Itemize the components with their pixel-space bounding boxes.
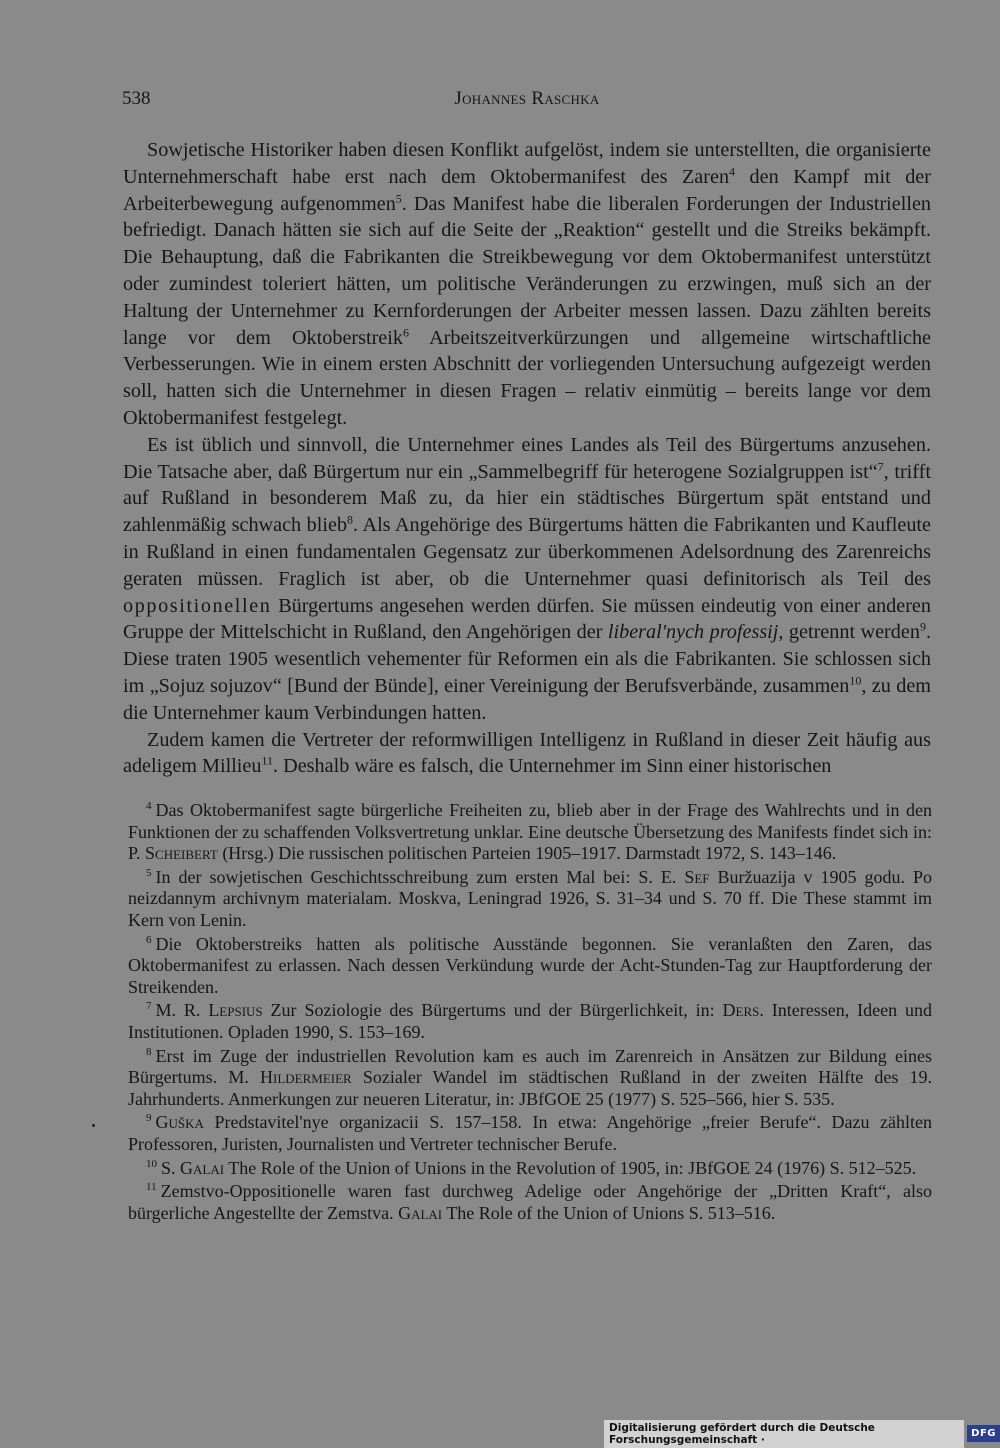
footnote-ref-5[interactable]: 5 [395,190,402,205]
dfg-logo: DFG [967,1425,1000,1442]
paragraph-2: Es ist üblich und sinnvoll, die Unternehmer eines Landes als Teil des Bürgertums anzusehen. Die Tatsache aber, daß Bürgertum nur ein „Sammelbegriff für heterogene Sozialgruppen ist“$^7$, trifft auf Rußland in besonderem Maß zu, da hier ein städtisches Bürgertum spät entstand und zahlenmäßig schwach blieb$^8$. Als Angehörige des Bürgertums hätten die Fabrikanten und Kaufleute in Rußland in einen fundamentalen Gegensatz zur überkommenen Adelsordnung des Zarenreichs geraten müssen. Fraglich ist aber, ob die Unternehmer quasi definitorisch als Teil des oppositionellen Bürgertums angesehen werden dürfen. Sie müssen eindeutig von einer anderen Gruppe der Mittelschicht in Rußland, den Angehörigen der liberal'nych professij, getrennt werden$^9$. Diese traten 1905 wesentlich vehementer für Reformen ein als die Fabrikanten. Sie schlossen sich im „Sojuz sojuzov“ [Bund der Bünde], einer Vereinigung der Berufsverbände, zusammen$^{10}$, zu dem die Unternehmer kaum Verbindungen hatten. [123,433,932,724]
footnote-ref-11[interactable]: 11 [261,753,274,768]
footnote-5: $^5$ In der sowjetischen Geschichtsschreibung zum ersten Mal bei: S. E. Sef Buržuazija v 1905 godu. Po neizdannym archivnym materialam. Moskva, Leningrad 1926, S. 31–34 und S. 70 ff. Die These stammt im Kern von Lenin. [128,866,932,930]
digitization-credit [604,1423,1000,1444]
paragraph-3: Zudem kamen die Vertreter der reformwilligen Intelligenz in Rußland in dieser Zeit häufig aus adeligem Millieu$^{11}$. Deshalb wäre es falsch, die Unternehmer im Sinn einer historischen [123,728,931,778]
page-number: 538 [122,88,151,109]
emphasis-italic: liberal'nych professij [607,621,779,644]
footnote-11: $^{11}$ Zemstvo-Oppositionelle waren fast durchweg Adelige oder Angehörige der „Dritten Kraft“, also bürgerliche Angestellte der Zemstva. Galai The Role of the Union of Unions S. 513–516. [128,1181,932,1223]
footnote-ref-9[interactable]: 9 [919,619,926,634]
footnote-10: $^{10}$ S. Galai The Role of the Union of Unions in the Revolution of 1905, in: JBfGOE 24 (1976) S. 512–525. [146,1157,917,1178]
footnote-ref-8[interactable]: 8 [347,512,354,527]
credit-text: Digitalisierung gefördert durch die Deutsche Forschungsgemeinschaft · [604,1420,964,1448]
footnote-ref-6[interactable]: 6 [402,324,409,339]
footnote-4: $^4$ Das Oktobermanifest sagte bürgerliche Freiheiten zu, blieb aber in der Frage des Wahlrechts und in den Funktionen der zu schaffenden Volksvertretung unklar. Eine deutsche Übersetzung des Manifests findet sich in: P. Scheibert (Hrsg.) Die russischen politischen Parteien 1905–1917. Darmstadt 1972, S. 143–146. [128,800,932,864]
footnotes [128,800,932,1226]
scan-speck [92,1124,95,1127]
main-text [123,137,931,780]
footnote-8: $^8$ Erst im Zuge der industriellen Revolution kam es auch im Zarenreich in Ansätzen zur Bildung eines Bürgertums. M. Hildermeier Sozialer Wandel im städtischen Rußland in der zweiten Hälfte des 19. Jahrhunderts. Anmerkungen zur neueren Literatur, in: JBfGOE 25 (1977) S. 525–566, hier S. 535. [128,1045,932,1109]
footnote-ref-7[interactable]: 7 [877,458,884,473]
running-title: Johannes Raschka [454,88,600,109]
footnote-6: $^6$ Die Oktoberstreiks hatten als politische Ausstände begonnen. Sie veranlaßten den Zaren, das Oktobermanifest zu erlassen. Nach dessen Verkündung wurde der Acht-Stunden-Tag zur Hauptforderung der Streikenden. [128,933,932,997]
page-header [122,88,932,116]
footnote-ref-10[interactable]: 10 [849,673,862,688]
paragraph-1: Sowjetische Historiker haben diesen Konflikt aufgelöst, indem sie unterstellten, die organisierte Unternehmerschaft habe erst nach dem Oktobermanifest des Zaren$^4$ den Kampf mit der Arbeiterbewegung aufgenommen$^5$. Das Manifest habe die liberalen Forderungen der Industriellen befriedigt. Danach hätten sie sich auf die Seite der „Reaktion“ gestellt und die Streiks bekämpft. Die Behauptung, daß die Fabrikanten die Streikbewegung vor dem Oktobermanifest unterstützt oder zumindest toleriert hätten, um politische Veränderungen zu erzwingen, muß sich an der Haltung der Unternehmer zu Kernforderungen der Arbeiter messen lassen. Dazu zählten bereits lange vor dem Oktoberstreik$^6$ Arbeitszeitverkürzungen und allgemeine wirtschaftliche Verbesserungen. Wie in einem ersten Abschnitt der vorliegenden Untersuchung aufgezeigt werden soll, hatten sich die Unternehmer in diesen Fragen – relativ einmütig – bereits lange vor dem Oktobermanifest festgelegt. [123,139,932,429]
footnote-ref-4[interactable]: 4 [729,164,736,179]
footnote-9: $^9$ Guška Predstavitel'nye organizacii S. 157–158. In etwa: Angehörige „freier Berufe“. Dazu zählten Professoren, Juristen, Journalisten und Vertreter technischer Berufe. [128,1112,932,1154]
footnote-7: $^7$ M. R. Lepsius Zur Soziologie des Bürgertums und der Bürgerlichkeit, in: Ders. Interessen, Ideen und Institutionen. Opladen 1990, S. 153–169. [128,1000,932,1042]
emphasis-spaced: oppositionellen [123,594,272,617]
